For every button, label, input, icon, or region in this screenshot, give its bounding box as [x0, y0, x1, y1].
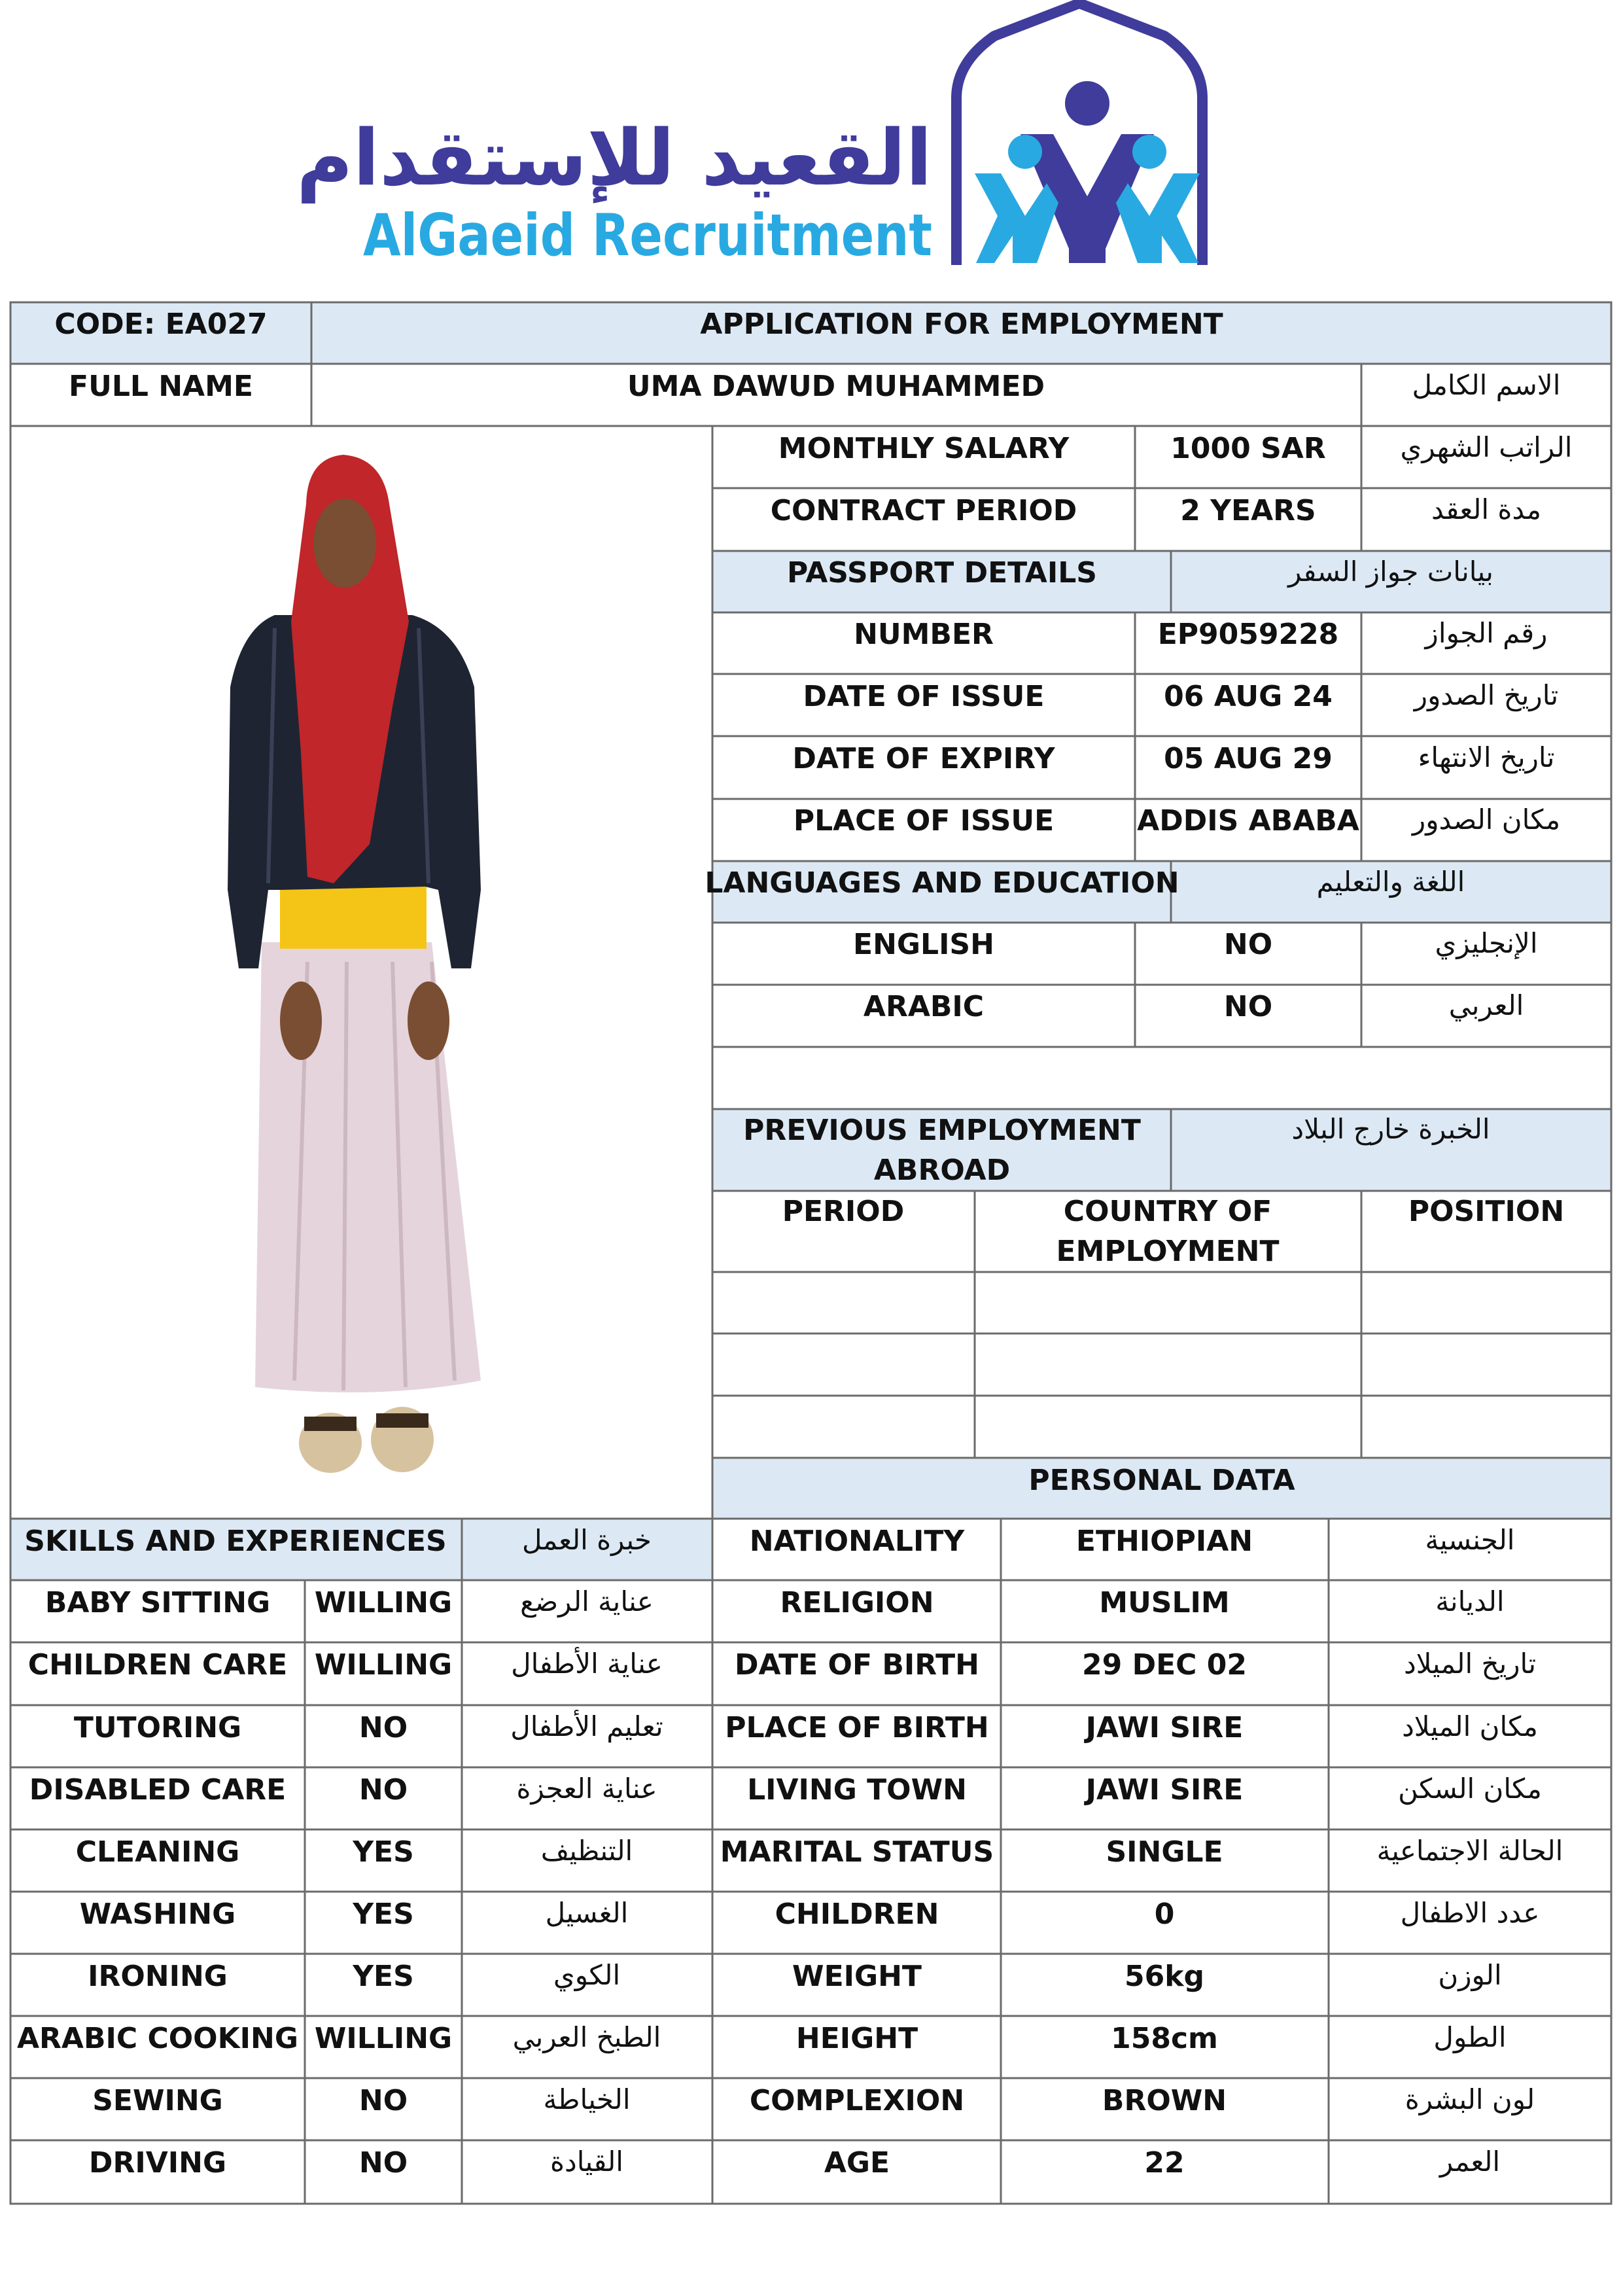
skill-row-arabic-label: عناية الأطفال — [511, 1648, 663, 1680]
column-period: PERIOD — [782, 1195, 905, 1228]
language-row-label: ENGLISH — [853, 928, 994, 961]
personal-row-value: 0 — [1154, 1898, 1175, 1931]
skill-row-arabic-label: تعليم الأطفال — [510, 1710, 663, 1742]
passport-row-label: DATE OF EXPIRY — [792, 742, 1055, 775]
skill-row-value: YES — [353, 1835, 414, 1869]
skill-row-label: SEWING — [92, 2084, 223, 2117]
languages-heading-arabic: اللغة والتعليم — [1316, 866, 1465, 898]
contract-row-arabic-label: مدة العقد — [1431, 493, 1541, 525]
skill-row-arabic-label: القيادة — [550, 2146, 623, 2178]
personal-row-label: MARITAL STATUS — [720, 1835, 994, 1869]
skill-row-value: YES — [353, 1960, 414, 1993]
passport-heading-arabic: بيانات جواز السفر — [1288, 556, 1493, 588]
skill-row-value: WILLING — [314, 2022, 453, 2055]
skills-heading: SKILLS AND EXPERIENCES — [24, 1525, 447, 1558]
logo-arabic-name: القعيد للإستقدام — [296, 113, 932, 203]
passport-row-arabic-label: تاريخ الصدور — [1414, 679, 1559, 711]
language-row-value: NO — [1223, 990, 1273, 1023]
previous-employment-heading-arabic: الخبرة خارج البلاد — [1291, 1113, 1490, 1145]
personal-row-label: COMPLEXION — [749, 2084, 965, 2117]
skill-row-label: DISABLED CARE — [29, 1773, 287, 1807]
skill-row-value: WILLING — [314, 1586, 453, 1619]
personal-row-label: RELIGION — [780, 1586, 934, 1619]
personal-row-arabic-label: الوزن — [1438, 1959, 1502, 1991]
language-row-label: ARABIC — [863, 990, 985, 1023]
personal-row-label: NATIONALITY — [749, 1525, 965, 1558]
personal-row-value: 22 — [1144, 2146, 1185, 2180]
personal-row-label: PLACE OF BIRTH — [725, 1711, 989, 1744]
passport-row-label: PLACE OF ISSUE — [793, 804, 1055, 838]
personal-row-value: MUSLIM — [1099, 1586, 1230, 1619]
logo-english-name: AlGaeid Recruitment — [363, 202, 932, 269]
personal-row-arabic-label: مكان الميلاد — [1402, 1710, 1538, 1742]
passport-row-value: ADDIS ABABA — [1137, 804, 1359, 838]
personal-row-value: SINGLE — [1106, 1835, 1223, 1869]
contract-row-value: 1000 SAR — [1170, 432, 1326, 465]
skills-heading-arabic: خبرة العمل — [522, 1524, 652, 1556]
skill-row-arabic-label: الخياطة — [543, 2083, 631, 2115]
personal-row-arabic-label: لون البشرة — [1405, 2083, 1535, 2115]
personal-row-label: HEIGHT — [795, 2022, 918, 2055]
personal-row-label: DATE OF BIRTH — [735, 1648, 979, 1682]
personal-row-value: ETHIOPIAN — [1075, 1525, 1253, 1558]
contract-row-arabic-label: الراتب الشهري — [1400, 431, 1573, 463]
personal-row-arabic-label: الديانة — [1435, 1585, 1505, 1617]
skill-row-label: BABY SITTING — [44, 1586, 271, 1619]
contract-row-label: MONTHLY SALARY — [778, 432, 1070, 465]
contract-row-label: CONTRACT PERIOD — [770, 494, 1077, 527]
personal-row-arabic-label: الجنسية — [1425, 1524, 1515, 1556]
language-row-arabic-label: العربي — [1448, 989, 1524, 1021]
skill-row-label: CLEANING — [75, 1835, 240, 1869]
passport-row-label: DATE OF ISSUE — [803, 680, 1045, 713]
personal-row-arabic-label: تاريخ الميلاد — [1403, 1648, 1537, 1680]
skill-row-label: ARABIC COOKING — [16, 2022, 299, 2055]
skill-row-value: NO — [358, 1773, 408, 1807]
skill-row-value: NO — [358, 2146, 408, 2180]
personal-row-label: AGE — [824, 2146, 890, 2180]
skill-row-label: WASHING — [79, 1898, 236, 1931]
skill-row-arabic-label: الغسيل — [545, 1897, 629, 1929]
skill-row-value: WILLING — [314, 1648, 453, 1682]
passport-row-arabic-label: تاريخ الانتهاء — [1418, 741, 1555, 773]
personal-row-arabic-label: الحالة الاجتماعية — [1376, 1835, 1563, 1867]
personal-row-value: JAWI SIRE — [1085, 1773, 1244, 1807]
personal-row-value: JAWI SIRE — [1085, 1711, 1244, 1744]
skill-row-label: CHILDREN CARE — [27, 1648, 288, 1682]
skill-row-arabic-label: عناية العجزة — [516, 1773, 657, 1805]
passport-row-value: EP9059228 — [1157, 618, 1339, 651]
personal-row-value: 56kg — [1125, 1960, 1204, 1993]
skill-row-arabic-label: عناية الرضع — [520, 1585, 654, 1617]
personal-row-arabic-label: مكان السكن — [1398, 1773, 1542, 1805]
contract-row-value: 2 YEARS — [1180, 494, 1316, 527]
skill-row-arabic-label: الكوي — [553, 1959, 621, 1991]
column-position: POSITION — [1408, 1195, 1565, 1228]
passport-row-value: 06 AUG 24 — [1164, 680, 1333, 713]
skill-row-label: TUTORING — [73, 1711, 242, 1744]
skill-row-label: DRIVING — [88, 2146, 227, 2180]
code-label: CODE: EA027 — [54, 308, 268, 341]
skill-row-value: NO — [358, 2084, 408, 2117]
skill-row-value: NO — [358, 1711, 408, 1744]
skill-row-label: IRONING — [88, 1960, 228, 1993]
personal-row-arabic-label: عدد الاطفال — [1400, 1897, 1540, 1929]
personal-row-label: CHILDREN — [775, 1898, 939, 1931]
full-name-arabic-label: الاسم الكامل — [1412, 369, 1561, 401]
personal-row-arabic-label: الطول — [1433, 2021, 1507, 2053]
previous-employment-heading-line1: PREVIOUS EMPLOYMENT — [743, 1114, 1141, 1147]
passport-heading: PASSPORT DETAILS — [787, 556, 1097, 590]
language-row-value: NO — [1223, 928, 1273, 961]
personal-row-arabic-label: العمر — [1439, 2146, 1501, 2178]
full-name-value: UMA DAWUD MUHAMMED — [627, 370, 1045, 403]
passport-row-label: NUMBER — [854, 618, 994, 651]
personal-row-label: LIVING TOWN — [747, 1773, 967, 1807]
personal-row-value: BROWN — [1102, 2084, 1227, 2117]
column-country-line1: COUNTRY OF — [1063, 1195, 1272, 1228]
form-title: APPLICATION FOR EMPLOYMENT — [700, 308, 1223, 341]
passport-row-arabic-label: رقم الجواز — [1425, 617, 1548, 649]
passport-row-value: 05 AUG 29 — [1164, 742, 1333, 775]
personal-row-value: 29 DEC 02 — [1082, 1648, 1247, 1682]
previous-employment-heading-line2: ABROAD — [873, 1154, 1011, 1187]
personal-data-heading: PERSONAL DATA — [1028, 1464, 1295, 1497]
passport-row-arabic-label: مكان الصدور — [1412, 804, 1561, 836]
skill-row-arabic-label: الطبخ العربي — [512, 2021, 661, 2053]
full-name-label: FULL NAME — [69, 370, 253, 403]
skill-row-value: YES — [353, 1898, 414, 1931]
skill-row-arabic-label: التنظيف — [540, 1835, 633, 1867]
languages-heading: LANGUAGES AND EDUCATION — [705, 866, 1179, 900]
language-row-arabic-label: الإنجليزي — [1435, 927, 1538, 959]
column-country-line2: EMPLOYMENT — [1056, 1235, 1280, 1268]
personal-row-label: WEIGHT — [792, 1960, 922, 1993]
personal-row-value: 158cm — [1111, 2022, 1218, 2055]
